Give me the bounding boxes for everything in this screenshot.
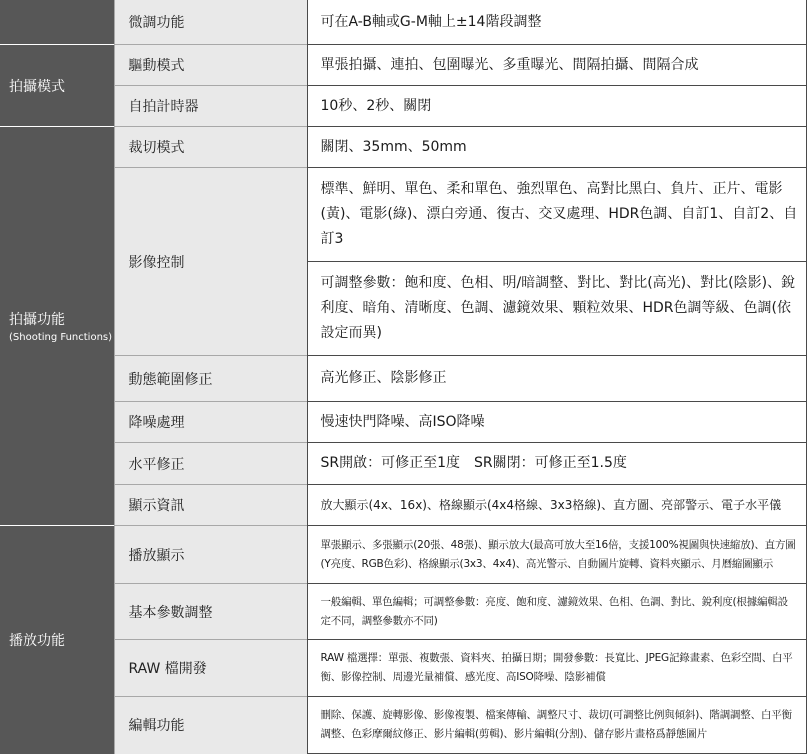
table-row	[0, 443, 806, 485]
row-value: 可在A-B軸或G-M軸上±14階段調整	[307, 0, 806, 45]
table-row	[0, 127, 806, 168]
row-value: 10秒、2秒、關閉	[307, 86, 806, 127]
row-label: 動態範圍修正	[114, 356, 307, 402]
table-row	[0, 86, 806, 127]
row-label: 裁切模式	[114, 127, 307, 168]
row-value: 高光修正、陰影修正	[307, 356, 806, 402]
table-row	[0, 526, 806, 584]
table-row	[0, 584, 806, 640]
table-row	[0, 640, 806, 697]
row-label: 基本參數調整	[114, 584, 307, 640]
section-label-shooting-mode: 拍攝模式	[0, 45, 114, 127]
row-value: 標準、鮮明、單色、柔和單色、強烈單色、高對比黑白、負片、正片、電影(黃)、電影(綠)、漂白旁通、復古、交叉處理、HDR色調、自訂1、自訂2、自訂3	[307, 168, 806, 262]
row-value: 單張顯示、多張顯示(20張、48張)、顯示放大(最高可放大至16倍，支援100%視圖與快速縮放)、直方圖(Y亮度、RGB色彩)、格線顯示(3x3、4x4)、高光警示、自動圖片旋轉、資料夾顯示、月曆縮圖顯示	[307, 526, 806, 584]
row-value: SR開啟：可修正至1度 SR關閉：可修正至1.5度	[307, 443, 806, 485]
row-value: 可調整參數：飽和度、色相、明/暗調整、對比、對比(高光)、對比(陰影)、銳利度、暗角、清晰度、色調、濾鏡效果、顆粒效果、HDR色調等級、色調(依設定而異)	[307, 262, 806, 356]
row-label: 降噪處理	[114, 402, 307, 443]
row-label: 編輯功能	[114, 697, 307, 754]
row-label: 驅動模式	[114, 45, 307, 86]
row-label: 微調功能	[114, 0, 307, 45]
section-label-shooting-functions	[0, 127, 114, 526]
section-cell-continued	[0, 0, 114, 45]
row-label: 自拍計時器	[114, 86, 307, 127]
row-label: RAW 檔開發	[114, 640, 307, 697]
row-value: 放大顯示(4x、16x)、格線顯示(4x4格線、3x3格線)、直方圖、亮部警示、電子水平儀	[307, 485, 806, 526]
table-row	[0, 0, 806, 45]
row-label: 顯示資訊	[114, 485, 307, 526]
table-row	[0, 45, 806, 86]
row-label: 水平修正	[114, 443, 307, 485]
row-value: 慢速快門降噪、高ISO降噪	[307, 402, 806, 443]
table-row	[0, 356, 806, 402]
row-label: 影像控制	[114, 168, 307, 356]
row-value: 一般編輯、單色編輯；可調整參數：亮度、飽和度、濾鏡效果、色相、色調、對比、銳利度(根據編輯設定不同，調整參數亦不同)	[307, 584, 806, 640]
table-row	[0, 168, 806, 262]
table-row	[0, 485, 806, 526]
row-value: RAW 檔選擇：單張、複數張、資料夾、拍攝日期；開發參數：長寬比、JPEG記錄畫素、色彩空間、白平衡、影像控制、周邊光量補償、感光度、高ISO降噪、陰影補償	[307, 640, 806, 697]
section-label-playback: 播放功能	[0, 526, 114, 754]
section-subtitle: (Shooting Functions)	[9, 332, 113, 343]
table-row	[0, 697, 806, 754]
row-value: 刪除、保護、旋轉影像、影像複製、檔案傳輸、調整尺寸、裁切(可調整比例與傾斜)、階調調整、白平衡調整、色彩摩爾紋修正、影片編輯(剪輯)、影片編輯(分割)、儲存影片畫格爲靜態圖片	[307, 697, 806, 754]
section-title: 拍攝功能	[9, 312, 65, 328]
row-value: 關閉、35mm、50mm	[307, 127, 806, 168]
row-value: 單張拍攝、連拍、包圍曝光、多重曝光、間隔拍攝、間隔合成	[307, 45, 806, 86]
row-label: 播放顯示	[114, 526, 307, 584]
table-row	[0, 402, 806, 443]
